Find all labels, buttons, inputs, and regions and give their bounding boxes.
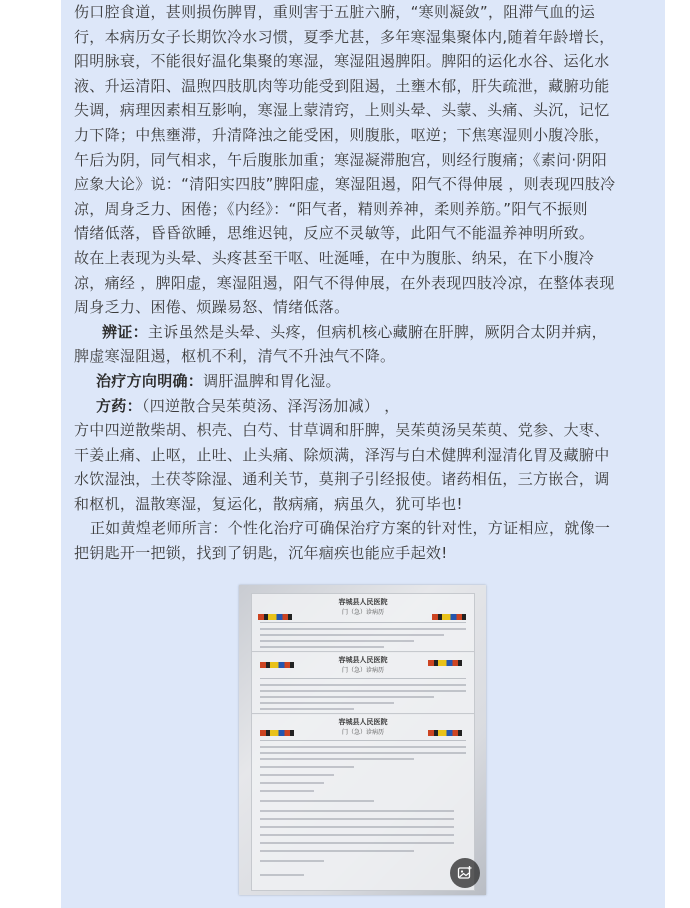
text-line <box>260 684 466 686</box>
redaction-bar <box>428 730 462 736</box>
prescription-sheet <box>251 713 475 891</box>
hospital-name: 容城县人民医院 <box>338 655 388 664</box>
diagnosis-label: 辨证： <box>102 322 148 341</box>
image-edit-glyph <box>457 865 473 881</box>
text-line <box>260 766 354 768</box>
text-line: 周身乏力、困倦、烦躁易怒、情绪低落。 <box>74 298 350 317</box>
dept-label: 门（急）诊病历 <box>341 729 384 736</box>
text-line <box>260 842 454 844</box>
text-line: 力下降；中焦壅滞，升清降浊之能受困，则腹胀，呕逆；下焦寒湿则小腹冷胀， <box>74 125 610 144</box>
redaction-bar <box>260 730 294 736</box>
treatment-line <box>74 369 646 394</box>
text-line: 方中四逆散柴胡、枳壳、白芍、甘草调和肝脾，吴茱萸汤吴茱萸、党参、大枣、 <box>74 421 610 440</box>
text-line <box>260 634 444 636</box>
text-line <box>260 746 466 748</box>
paragraph-diagnosis <box>74 320 646 369</box>
paragraph-analysis <box>74 0 646 320</box>
prescription-photo[interactable] <box>239 585 486 895</box>
text-line <box>260 874 304 876</box>
prescription-sheet <box>251 593 475 653</box>
text-line: 失调，病理因素相互影响，寒湿上蒙清窍，上则头晕、头蒙、头痛、头沉，记忆 <box>74 101 610 120</box>
text-line: 干姜止痛、止呕，止吐、止头痛、除烦满，泽泻与白术健脾利湿清化胃及藏腑中 <box>74 445 610 464</box>
text-line <box>260 628 466 630</box>
article-body <box>74 0 646 566</box>
text-line <box>260 850 414 852</box>
text-line <box>260 752 466 754</box>
text-line <box>260 702 394 704</box>
text-line <box>260 826 454 828</box>
text-line: 伤口腔食道，甚则损伤脾胃，重则害于五脏六腑，“寒则凝敛”，阻滞气血的运 <box>74 3 596 21</box>
text-line <box>260 646 384 648</box>
divider <box>260 622 466 623</box>
text-line: 正如黄煌老师所言：个性化治疗可确保治疗方案的针对性，方证相应，就像一 <box>90 519 611 538</box>
diagnosis-line-2: 脾虚寒湿阻遏，枢机不利，清气不升浊气不降。 <box>74 347 396 366</box>
text-line <box>260 818 454 820</box>
text-line <box>260 810 454 812</box>
text-line: 凉，周身乏力、困倦；《内经》：“阳气者，精则养神，柔则养筋。”阳气不振则 <box>74 199 588 218</box>
image-edit-icon[interactable] <box>450 858 480 888</box>
treatment-label: 治疗方向明确： <box>96 371 204 390</box>
text-line: 情绪低落，昏昏欲睡，思维迟钝，反应不灵敏等，此阳气不能温养神明所致。 <box>74 224 595 243</box>
text-line <box>260 708 354 710</box>
text-line: 行，本病历女子长期饮冷水习惯，夏季尤甚，多年寒湿集聚体内,随着年龄增长， <box>74 27 615 46</box>
redaction-bar <box>432 614 466 620</box>
diagnosis-text: 主诉虽然是头晕、头疼，但病机核心藏腑在肝脾，厥阴合太阴并病， <box>147 322 607 341</box>
text-line <box>260 782 324 784</box>
hospital-name: 容城县人民医院 <box>338 717 388 726</box>
text-line <box>260 774 334 776</box>
formula-line <box>74 394 646 419</box>
dept-label: 门（急）诊病历 <box>341 609 384 616</box>
text-line: 凉，痛经 ，脾阳虚，寒湿阻遏，阳气不得伸展，在外表现四肢冷凉，在整体表现 <box>74 273 615 292</box>
text-line <box>260 834 454 836</box>
text-line <box>260 800 374 802</box>
redaction-bar <box>428 660 462 666</box>
text-line: 阳明脉衰，不能很好温化集聚的寒湿，寒湿阻遏脾阳。脾阳的运化水谷、运化水 <box>74 52 610 71</box>
diagnosis-line <box>74 320 646 345</box>
formula-label: 方药： <box>96 396 142 415</box>
text-line: 午后为阴，同气相求，午后腹胀加重；寒湿凝滞胞宫，则经行腹痛；《素问·阴阳 <box>74 150 608 169</box>
text-line: 故在上表现为头晕、头疼甚至干呕、吐涎唾，在中为腹胀、纳呆，在下小腹冷 <box>74 248 595 267</box>
text-line: 应象大论》说：“清阳实四肢”脾阳虚，寒湿阻遏，阳气不得伸展 ，则表现四肢冷 <box>74 175 616 194</box>
text-line <box>260 758 414 760</box>
redaction-bar <box>258 614 292 620</box>
formula-text: （四逆散合吴茱萸汤、泽泻汤加减） ， <box>141 396 400 415</box>
text-line: 液、升运清阳、温煦四肢肌肉等功能受到阻遏，土壅木郁，肝失疏泄，藏腑功能 <box>74 76 610 95</box>
text-line: 把钥匙开一把锁，找到了钥匙，沉年痼疾也能应手起效! <box>74 544 448 563</box>
paragraph-closing <box>74 516 646 565</box>
paragraph-formula <box>74 394 646 517</box>
divider <box>260 678 466 679</box>
dept-label: 门（急）诊病历 <box>341 667 384 674</box>
divider <box>260 740 466 741</box>
redaction-bar <box>260 662 294 668</box>
hospital-name: 容城县人民医院 <box>338 597 388 606</box>
prescription-sheet <box>251 651 475 715</box>
text-line: 水饮湿浊，土茯苓除湿、通利关节，莫荆子引经报使。诸药相伍，三方嵌合，调 <box>74 470 610 489</box>
text-line <box>260 860 324 862</box>
text-line <box>260 696 434 698</box>
treatment-text: 调肝温脾和胃化湿。 <box>203 371 341 390</box>
text-line <box>260 690 466 692</box>
text-line <box>260 790 314 792</box>
paragraph-treatment <box>74 369 646 394</box>
text-line: 和枢机，温散寒湿，复运化，散病痛，病虽久，犹可毕也! <box>74 494 463 513</box>
text-line <box>260 640 414 642</box>
